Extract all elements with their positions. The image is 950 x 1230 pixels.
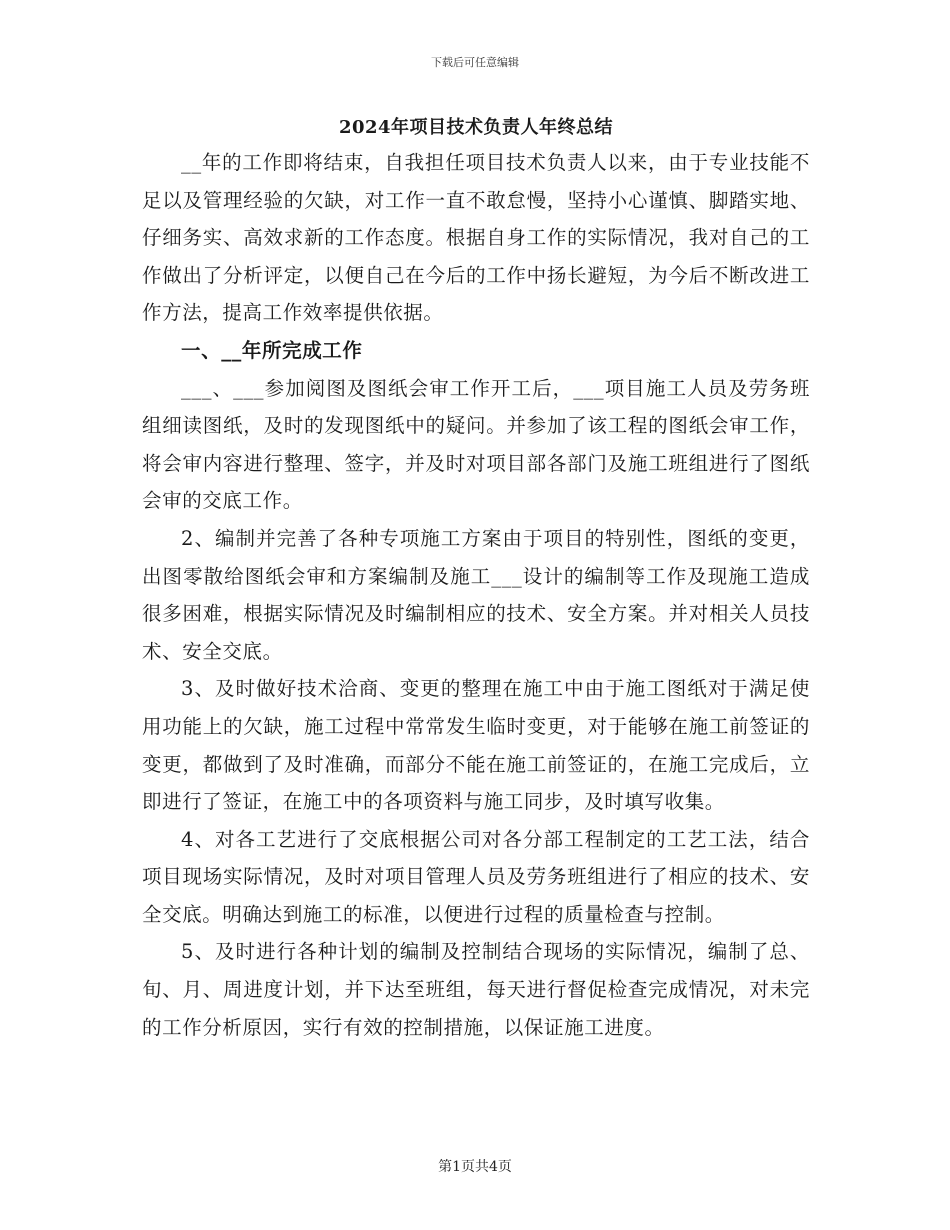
list-item: 3、及时做好技术洽商、变更的整理在施工中由于施工图纸对于满足使用功能上的欠缺，施工过程中常常发生临时变更，对于能够在施工前签证的变更，都做到了及时准确，而部分不能在施工前签证的，在施工完成后，立即进行了签证，在施工中的各项资料与施工同步，及时填写收集。 (142, 677, 810, 814)
list-item: ___、___参加阅图及图纸会审工作开工后，___项目施工人员及劳务班组细读图纸，及时的发现图纸中的疑问。并参加了该工程的图纸会审工作，将会审内容进行整理、签字，并及时对项目部各部门及施工班组进行了图纸会审的交底工作。 (142, 376, 810, 513)
intro-paragraph: __年的工作即将结束，自我担任项目技术负责人以来，由于专业技能不足以及管理经验的欠缺，对工作一直不敢怠慢，坚持小心谨慎、脚踏实地、仔细务实、高效求新的工作态度。根据自身工作的实际情况，我对自己的工作做出了分析评定，以便自己在今后的工作中扬长避短，为今后不断改进工作方法，提高工作效率提供依据。 (142, 151, 810, 325)
list-item: 5、及时进行各种计划的编制及控制结合现场的实际情况，编制了总、旬、月、周进度计划，并下达至班组，每天进行督促检查完成情况，对未完的工作分析原因，实行有效的控制措施，以保证施工进度。 (142, 940, 810, 1039)
page-header: 下载后可任意编辑 (431, 56, 519, 69)
list-item: 4、对各工艺进行了交底根据公司对各分部工程制定的工艺工法，结合项目现场实际情况，及时对项目管理人员及劳务班组进行了相应的技术、安全交底。明确达到施工的标准，以便进行过程的质量检查与控制。 (142, 827, 810, 926)
document-body (142, 112, 810, 1046)
document-title: 2024年项目技术负责人年终总结 (338, 117, 614, 138)
section-heading: 一、__年所完成工作 (181, 338, 363, 362)
page-number: 第1页共4页 (438, 1159, 512, 1175)
list-item: 2、编制并完善了各种专项施工方案由于项目的特别性，图纸的变更，出图零散给图纸会审和方案编制及施工___设计的编制等工作及现施工造成很多困难，根据实际情况及时编制相应的技术、安全方案。并对相关人员技术、安全交底。 (142, 526, 810, 663)
